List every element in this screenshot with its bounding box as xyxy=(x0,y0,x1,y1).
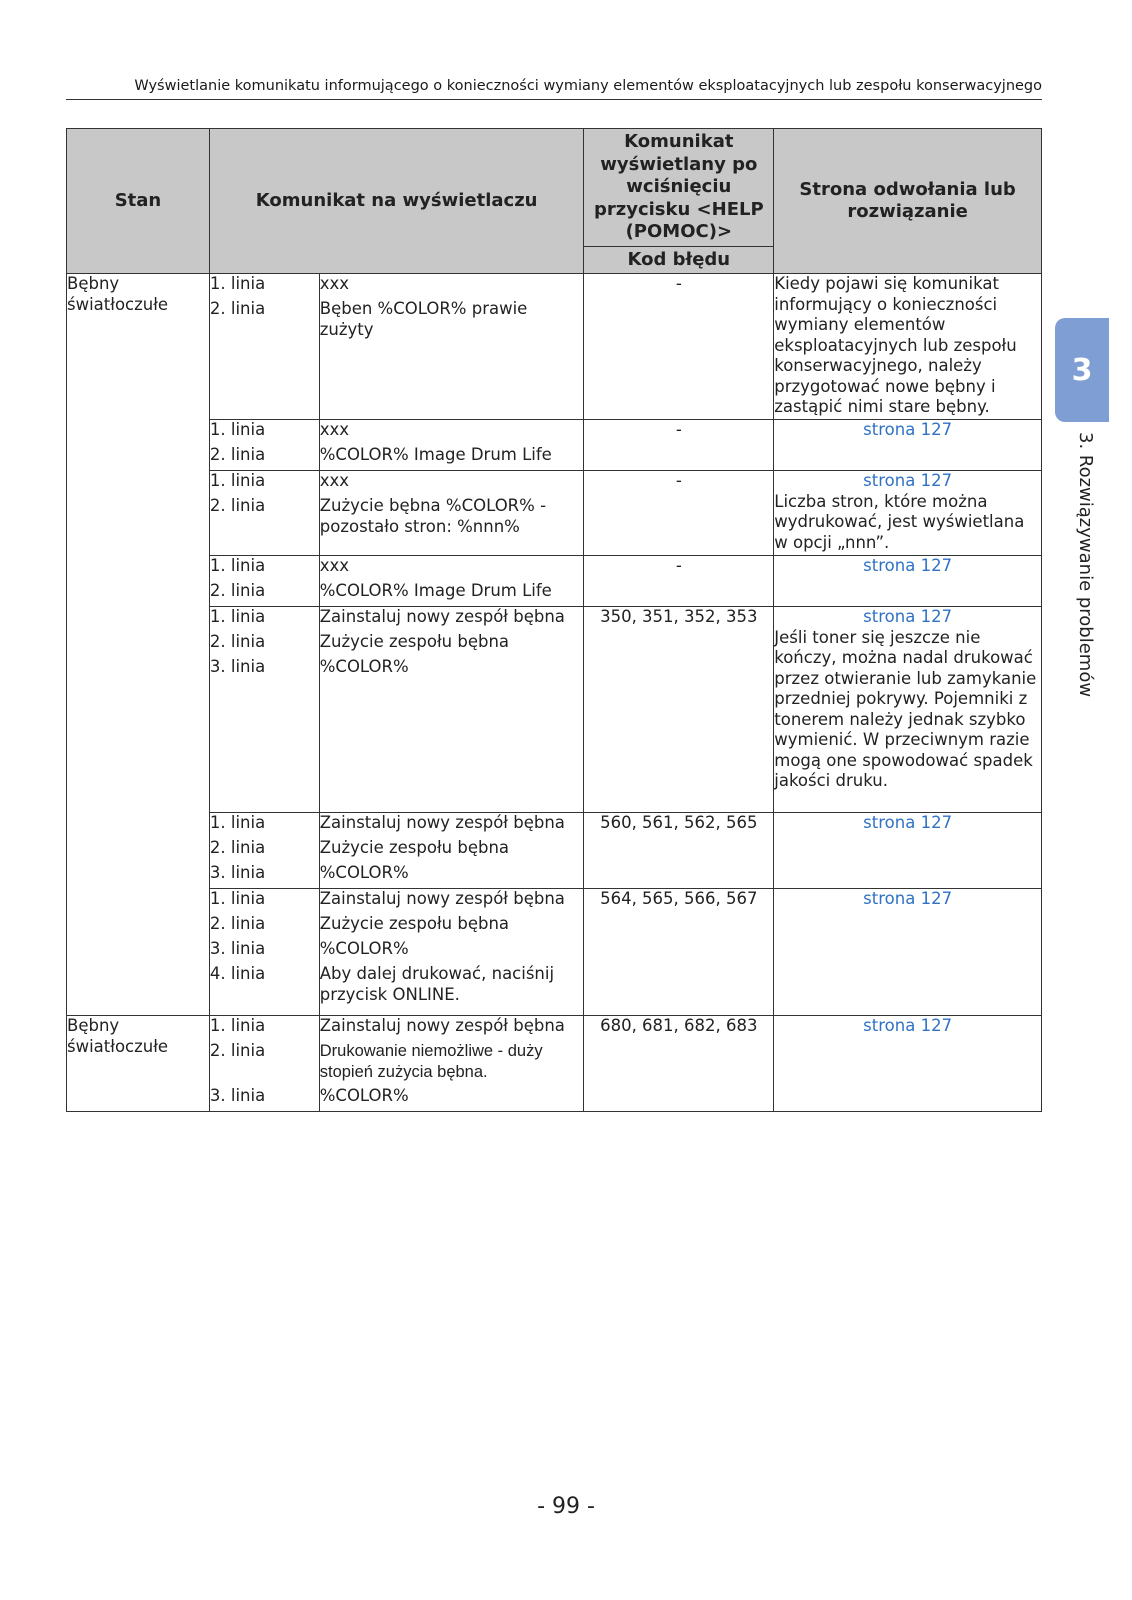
line-text: Zainstaluj nowy zespół bębna xyxy=(319,1016,565,1035)
reference-note: Jeśli toner się jeszcze nie kończy, można nadal drukować przez otwieranie lub zamykanie przedniej pokrywy. Pojemniki z tonerem należy jednak szybko wymienić. W przeciwnym razie mogą one spowodować spadek jakości druku. xyxy=(774,627,1037,790)
table-row xyxy=(67,1016,1042,1112)
line-numbers xyxy=(209,420,319,471)
error-code: 680, 681, 682, 683 xyxy=(584,1016,774,1112)
line-text: %COLOR% Image Drum Life xyxy=(319,581,552,600)
line-numbers xyxy=(209,889,319,1016)
line-number: 2. linia xyxy=(209,632,266,651)
line-text: Bęben %COLOR% prawie zużyty xyxy=(319,299,528,339)
line-number: 3. linia xyxy=(209,863,266,882)
error-code: 350, 351, 352, 353 xyxy=(584,607,774,813)
reference-cell xyxy=(774,813,1042,889)
line-texts xyxy=(319,1016,584,1112)
reference-link[interactable]: strona 127 xyxy=(863,607,953,626)
error-code: - xyxy=(584,274,774,420)
line-texts xyxy=(319,813,584,889)
chapter-number: 3 xyxy=(1071,352,1093,388)
line-numbers xyxy=(209,813,319,889)
line-number: 1. linia xyxy=(209,274,266,293)
header-help: Komunikat wyświetlany po wciśnięciu przycisku <HELP (POMOC)> xyxy=(584,129,774,247)
line-texts xyxy=(319,471,584,556)
line-numbers xyxy=(209,607,319,813)
line-number: 1. linia xyxy=(209,471,266,490)
line-text: %COLOR% xyxy=(319,1086,409,1105)
line-number: 2. linia xyxy=(209,445,266,464)
line-numbers xyxy=(209,556,319,607)
line-text: Zużycie zespołu bębna xyxy=(319,632,510,651)
line-text: Zużycie zespołu bębna xyxy=(319,914,510,933)
line-text: %COLOR% xyxy=(319,939,409,958)
reference-cell xyxy=(774,420,1042,471)
header-kod: Kod błędu xyxy=(584,246,774,274)
line-text: %COLOR% xyxy=(319,657,409,676)
reference-cell xyxy=(774,274,1042,420)
line-number: 1. linia xyxy=(209,556,266,575)
stan-cell: Bębny światłoczułe xyxy=(67,1016,210,1112)
reference-note: Kiedy pojawi się komunikat informujący o konieczności wymiany elementów eksploatacyjnych lub zespołu konserwacyjnego, należy przygotować nowe bębny i zastąpić nimi stare bębny. xyxy=(774,274,1017,416)
reference-link[interactable]: strona 127 xyxy=(863,1016,953,1035)
header-komunikat: Komunikat na wyświetlaczu xyxy=(209,129,583,274)
line-text: Aby dalej drukować, naciśnij przycisk ONLINE. xyxy=(319,964,555,1004)
reference-cell xyxy=(774,889,1042,1016)
error-code: - xyxy=(584,420,774,471)
running-header: Wyświetlanie komunikatu informującego o konieczności wymiany elementów eksploatacyjnych lub zespołu konserwacyjnego xyxy=(134,78,1042,94)
reference-link[interactable]: strona 127 xyxy=(863,813,953,832)
line-number: 2. linia xyxy=(209,838,266,857)
line-number: 1. linia xyxy=(209,813,266,832)
table-row xyxy=(67,556,1042,607)
line-number: 4. linia xyxy=(209,964,266,983)
reference-link[interactable]: strona 127 xyxy=(863,889,953,908)
error-code: 560, 561, 562, 565 xyxy=(584,813,774,889)
line-text: Zainstaluj nowy zespół bębna xyxy=(319,813,565,832)
table-row xyxy=(67,889,1042,1016)
table-row xyxy=(67,420,1042,471)
line-numbers xyxy=(209,471,319,556)
reference-cell xyxy=(774,471,1042,556)
line-texts xyxy=(319,889,584,1016)
error-code: - xyxy=(584,471,774,556)
reference-cell xyxy=(774,607,1042,813)
line-text: xxx xyxy=(319,274,350,293)
line-number: 2. linia xyxy=(209,914,266,933)
line-text: Zużycie bębna %COLOR% - pozostało stron: %nnn% xyxy=(319,496,547,536)
line-text: %COLOR% xyxy=(319,863,409,882)
line-number: 1. linia xyxy=(209,607,266,626)
line-number: 2. linia xyxy=(209,496,266,515)
message-table xyxy=(66,128,1042,1112)
reference-cell xyxy=(774,1016,1042,1112)
header-ref: Strona odwołania lub rozwiązanie xyxy=(774,129,1042,274)
reference-link[interactable]: strona 127 xyxy=(863,471,953,490)
line-texts xyxy=(319,607,584,813)
line-text: xxx xyxy=(319,420,350,439)
line-number: 1. linia xyxy=(209,420,266,439)
reference-cell xyxy=(774,556,1042,607)
table-row xyxy=(67,813,1042,889)
line-text: Zużycie zespołu bębna xyxy=(319,838,510,857)
line-text: Zainstaluj nowy zespół bębna xyxy=(319,889,565,908)
line-number: 2. linia xyxy=(209,1041,266,1060)
line-texts xyxy=(319,556,584,607)
line-number: 1. linia xyxy=(209,1016,266,1035)
line-texts xyxy=(319,274,584,420)
error-code: 564, 565, 566, 567 xyxy=(584,889,774,1016)
line-text: Zainstaluj nowy zespół bębna xyxy=(319,607,565,626)
header-rule xyxy=(66,99,1042,100)
line-number: 3. linia xyxy=(209,657,266,676)
error-code: - xyxy=(584,556,774,607)
line-number: 3. linia xyxy=(209,1086,266,1105)
reference-link[interactable]: strona 127 xyxy=(863,556,953,575)
reference-link[interactable]: strona 127 xyxy=(863,420,953,439)
table-row xyxy=(67,471,1042,556)
page-number: - 99 - xyxy=(537,1494,595,1519)
line-numbers xyxy=(209,1016,319,1112)
line-number: 3. linia xyxy=(209,939,266,958)
line-text: %COLOR% Image Drum Life xyxy=(319,445,552,464)
reference-note: Liczba stron, które można wydrukować, jest wyświetlana w opcji „nnn”. xyxy=(774,491,1025,552)
line-text: xxx xyxy=(319,556,350,575)
line-number: 2. linia xyxy=(209,581,266,600)
chapter-tab[interactable] xyxy=(1055,318,1109,422)
line-texts xyxy=(319,420,584,471)
chapter-title: 3. Rozwiązywanie problemów xyxy=(1075,432,1096,698)
line-text: Drukowanie niemożliwe - duży stopień zużycia bębna. xyxy=(319,1042,543,1081)
line-numbers xyxy=(209,274,319,420)
table-row xyxy=(67,274,1042,420)
line-number: 2. linia xyxy=(209,299,266,318)
line-number: 1. linia xyxy=(209,889,266,908)
line-text: xxx xyxy=(319,471,350,490)
table-row xyxy=(67,607,1042,813)
header-stan: Stan xyxy=(67,129,210,274)
stan-cell: Bębny światłoczułe xyxy=(67,274,210,1016)
